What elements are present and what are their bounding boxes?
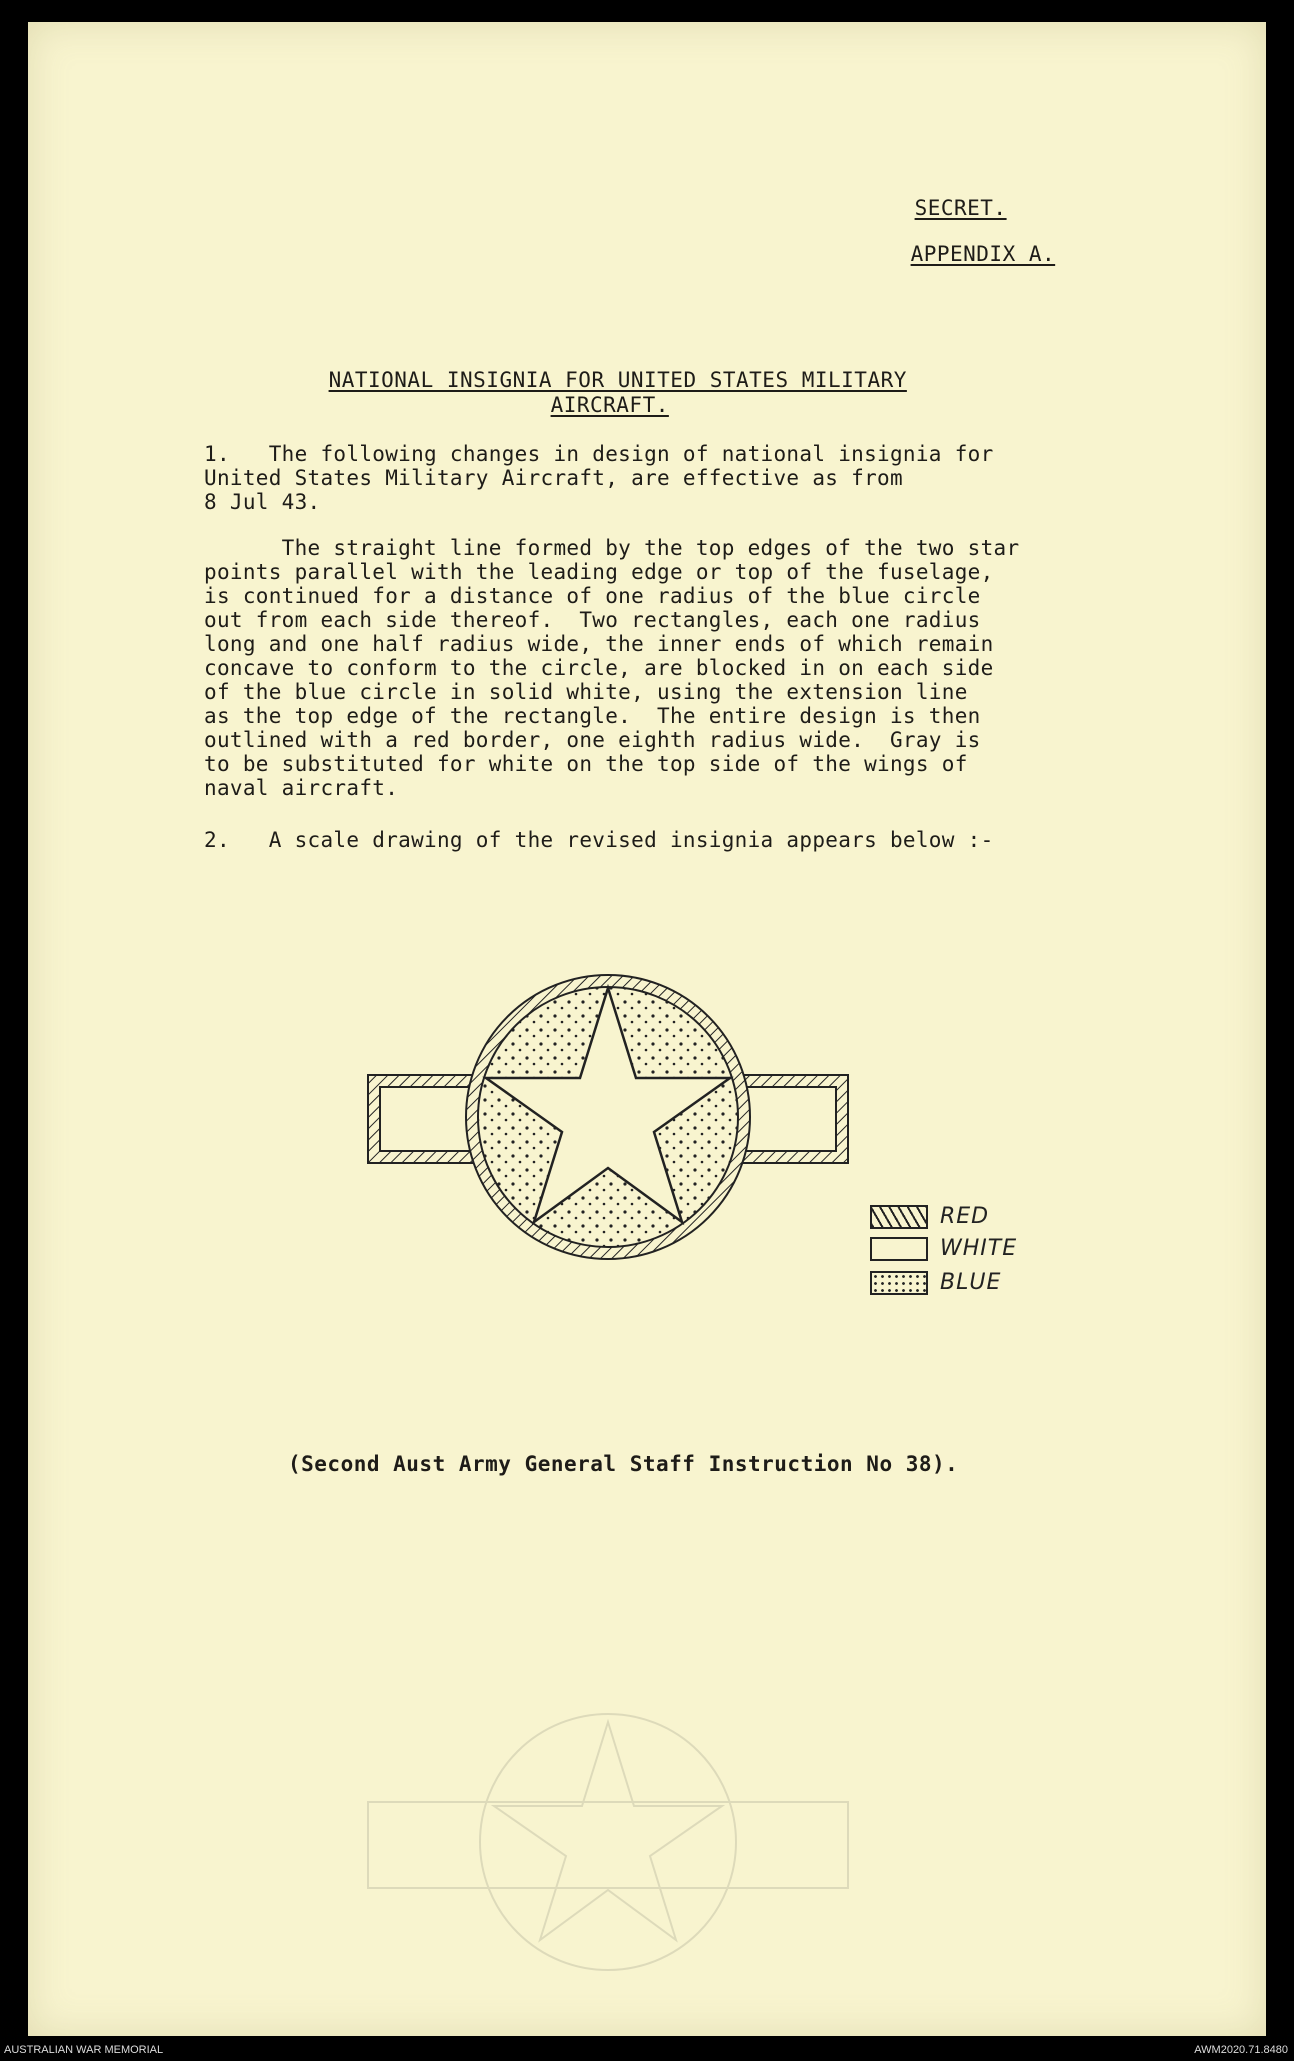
legend-white: WHITE bbox=[870, 1236, 1017, 1261]
paragraph-1: 1. The following changes in design of national insignia for United States Military Aircraft, are effective as from 8 Jul 43. bbox=[204, 442, 994, 514]
appendix-label: APPENDIX A. bbox=[910, 242, 1056, 266]
show-through-insignia bbox=[328, 1702, 888, 2002]
reference-note: (Second Aust Army General Staff Instruction No 38). bbox=[288, 1452, 959, 1476]
footer-accession: AWM2020.71.8480 bbox=[1194, 2044, 1288, 2056]
blue-swatch-icon bbox=[870, 1271, 928, 1295]
legend-blue: BLUE bbox=[870, 1270, 1001, 1295]
paragraph-2: 2. A scale drawing of the revised insignia appears below :- bbox=[204, 828, 994, 852]
classification-marking: SECRET. bbox=[914, 196, 1007, 220]
red-swatch-icon bbox=[870, 1205, 928, 1229]
paragraph-1-body: The straight line formed by the top edges of the two star points parallel with the leading edge or top of the fuselage, is continued for a distance of one radius of the blue circle out from each side thereof. Two rectangles, each one radius long and one half radius wide, the inner ends of which remain concave to conform to the circle, are blocked in on each side of the blue circle in solid white, using the extension line as the top edge of the rectangle. The entire design is then outlined with a red border, one eighth radius wide. Gray is to be substituted for white on the top side of the wings of naval aircraft. bbox=[204, 536, 1020, 800]
document-title-line2: AIRCRAFT. bbox=[550, 393, 669, 417]
insignia-drawing bbox=[328, 942, 888, 1282]
archive-footer bbox=[0, 2039, 1294, 2061]
legend-red: RED bbox=[870, 1204, 989, 1229]
document-title: NATIONAL INSIGNIA FOR UNITED STATES MILITARY bbox=[328, 368, 907, 392]
footer-source: AUSTRALIAN WAR MEMORIAL bbox=[4, 2044, 164, 2056]
document-page bbox=[28, 22, 1266, 2036]
white-swatch-icon bbox=[870, 1237, 928, 1261]
